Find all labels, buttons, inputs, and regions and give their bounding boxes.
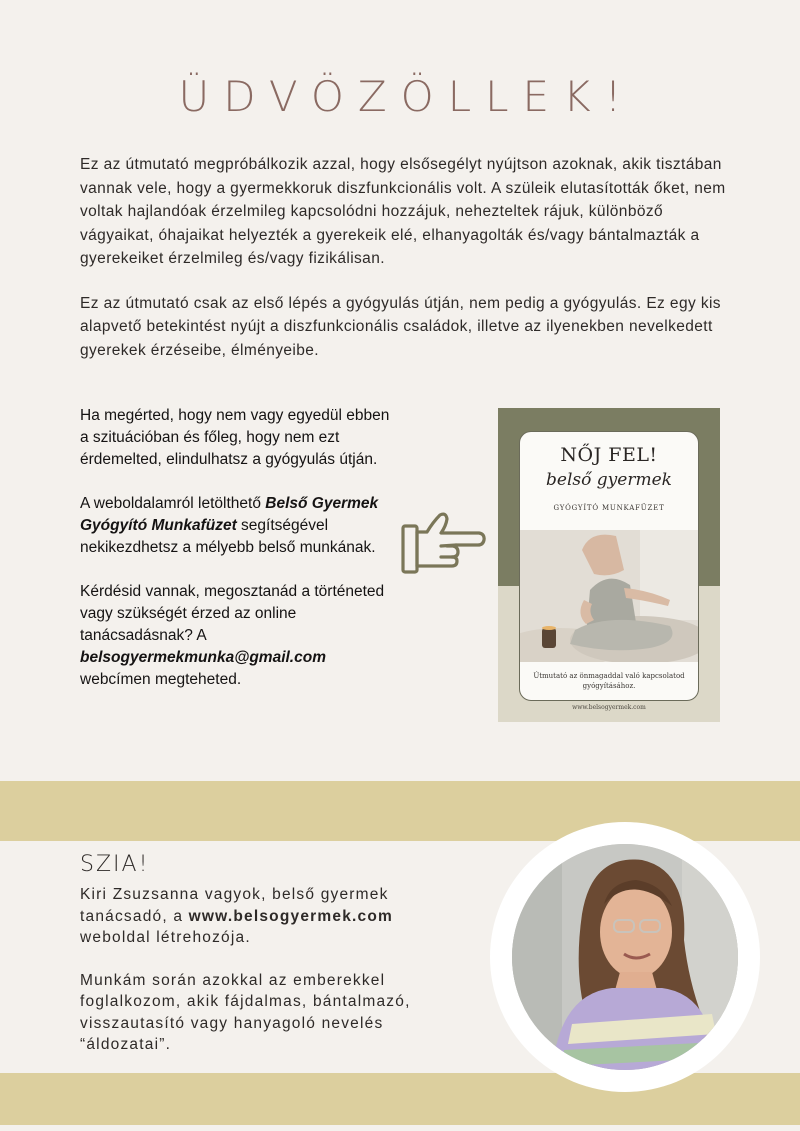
pointing-hand-icon [400, 510, 486, 578]
cta-text: A weboldalamról letölthető [80, 495, 266, 512]
cover-subtitle: GYÓGYÍTÓ MUNKAFÜZET [553, 504, 665, 512]
intro-paragraph-2: Ez az útmutató csak az első lépés a gyógyulás útján, nem pedig a gyógyulás. Ez egy kis alapvető betekintést nyújt a diszfunkcionális családok, illetve az ilyenekben nevelkedett gyerekek érzéseibe, élményeibe. [80, 294, 721, 359]
cover-card [519, 431, 699, 701]
cta-paragraph-2 [80, 493, 400, 559]
cover-photo [520, 530, 698, 662]
meditation-illustration [520, 530, 698, 662]
cta-text: segítségével nekikezdhetsz a mélyebb belső munkának. [80, 517, 376, 556]
workbook-cover[interactable] [498, 408, 720, 722]
intro-paragraph-1: Ez az útmutató megpróbálkozik azzal, hogy elsősegélyt nyújtson azoknak, akik tisztában vannak vele, hogy a gyermekkoruk diszfunkcionális volt. A szüleik elutasították őket, nem voltak hajlandóak érzelmileg kapcsolódni hozzájuk, nehezteltek rájuk, különböző vágyaikat, óhajaikat helyezték a gyerekeik elé, elhanyagolták és/vagy bántalmazták a gyerekeiket érzelmileg és/vagy fizikálisan. [80, 156, 726, 267]
portrait-illustration [512, 844, 738, 1070]
intro-text [80, 153, 730, 383]
about-heading: SZIA! [80, 852, 150, 877]
about-paragraph-1 [80, 884, 440, 949]
cover-script-title: belső gyermek [546, 470, 672, 490]
decorative-band-bottom [0, 1073, 800, 1125]
decorative-band-top [0, 781, 800, 841]
website-link[interactable]: www.belsogyermek.com [188, 907, 393, 925]
cover-title: NŐJ FEL! [560, 444, 658, 466]
author-portrait [512, 844, 738, 1070]
about-paragraph-2: Munkám során azokkal az emberekkel foglalkozom, akik fájdalmas, bántalmazó, visszautasító vagy hanyagoló nevelés “áldozatai”. [80, 971, 411, 1053]
cta-text: webcímen megteheted. [80, 671, 242, 688]
about-text-part: Kiri Zsuzsanna vagyok, belső gyermek tanácsadó, a [80, 886, 389, 925]
cover-caption: Útmutató az önmagaddal való kapcsolatod gyógyításához. [533, 672, 685, 690]
call-to-action [80, 405, 400, 713]
email-link[interactable]: belsogyermekmunka@gmail.com [80, 649, 326, 666]
cta-paragraph-3 [80, 581, 400, 691]
about-text-part: weboldal létrehozója. [80, 929, 251, 946]
cta-text: Kérdésid vannak, megosztanád a történeted vagy szükségét érzed az online tanácsadásnak? A [80, 583, 385, 644]
cta-paragraph-1: Ha megérted, hogy nem vagy egyedül ebben a szituációban és főleg, hogy nem ezt érdemelted, elindulhatsz a gyógyulás útján. [80, 407, 390, 468]
cover-url: www.belsogyermek.com [572, 704, 646, 711]
workbook-name: Belső Gyermek Gyógyító Munkafüzet [80, 495, 379, 534]
page-title: ÜDVÖZÖLLEK! [178, 72, 636, 121]
about-text [80, 884, 440, 1077]
